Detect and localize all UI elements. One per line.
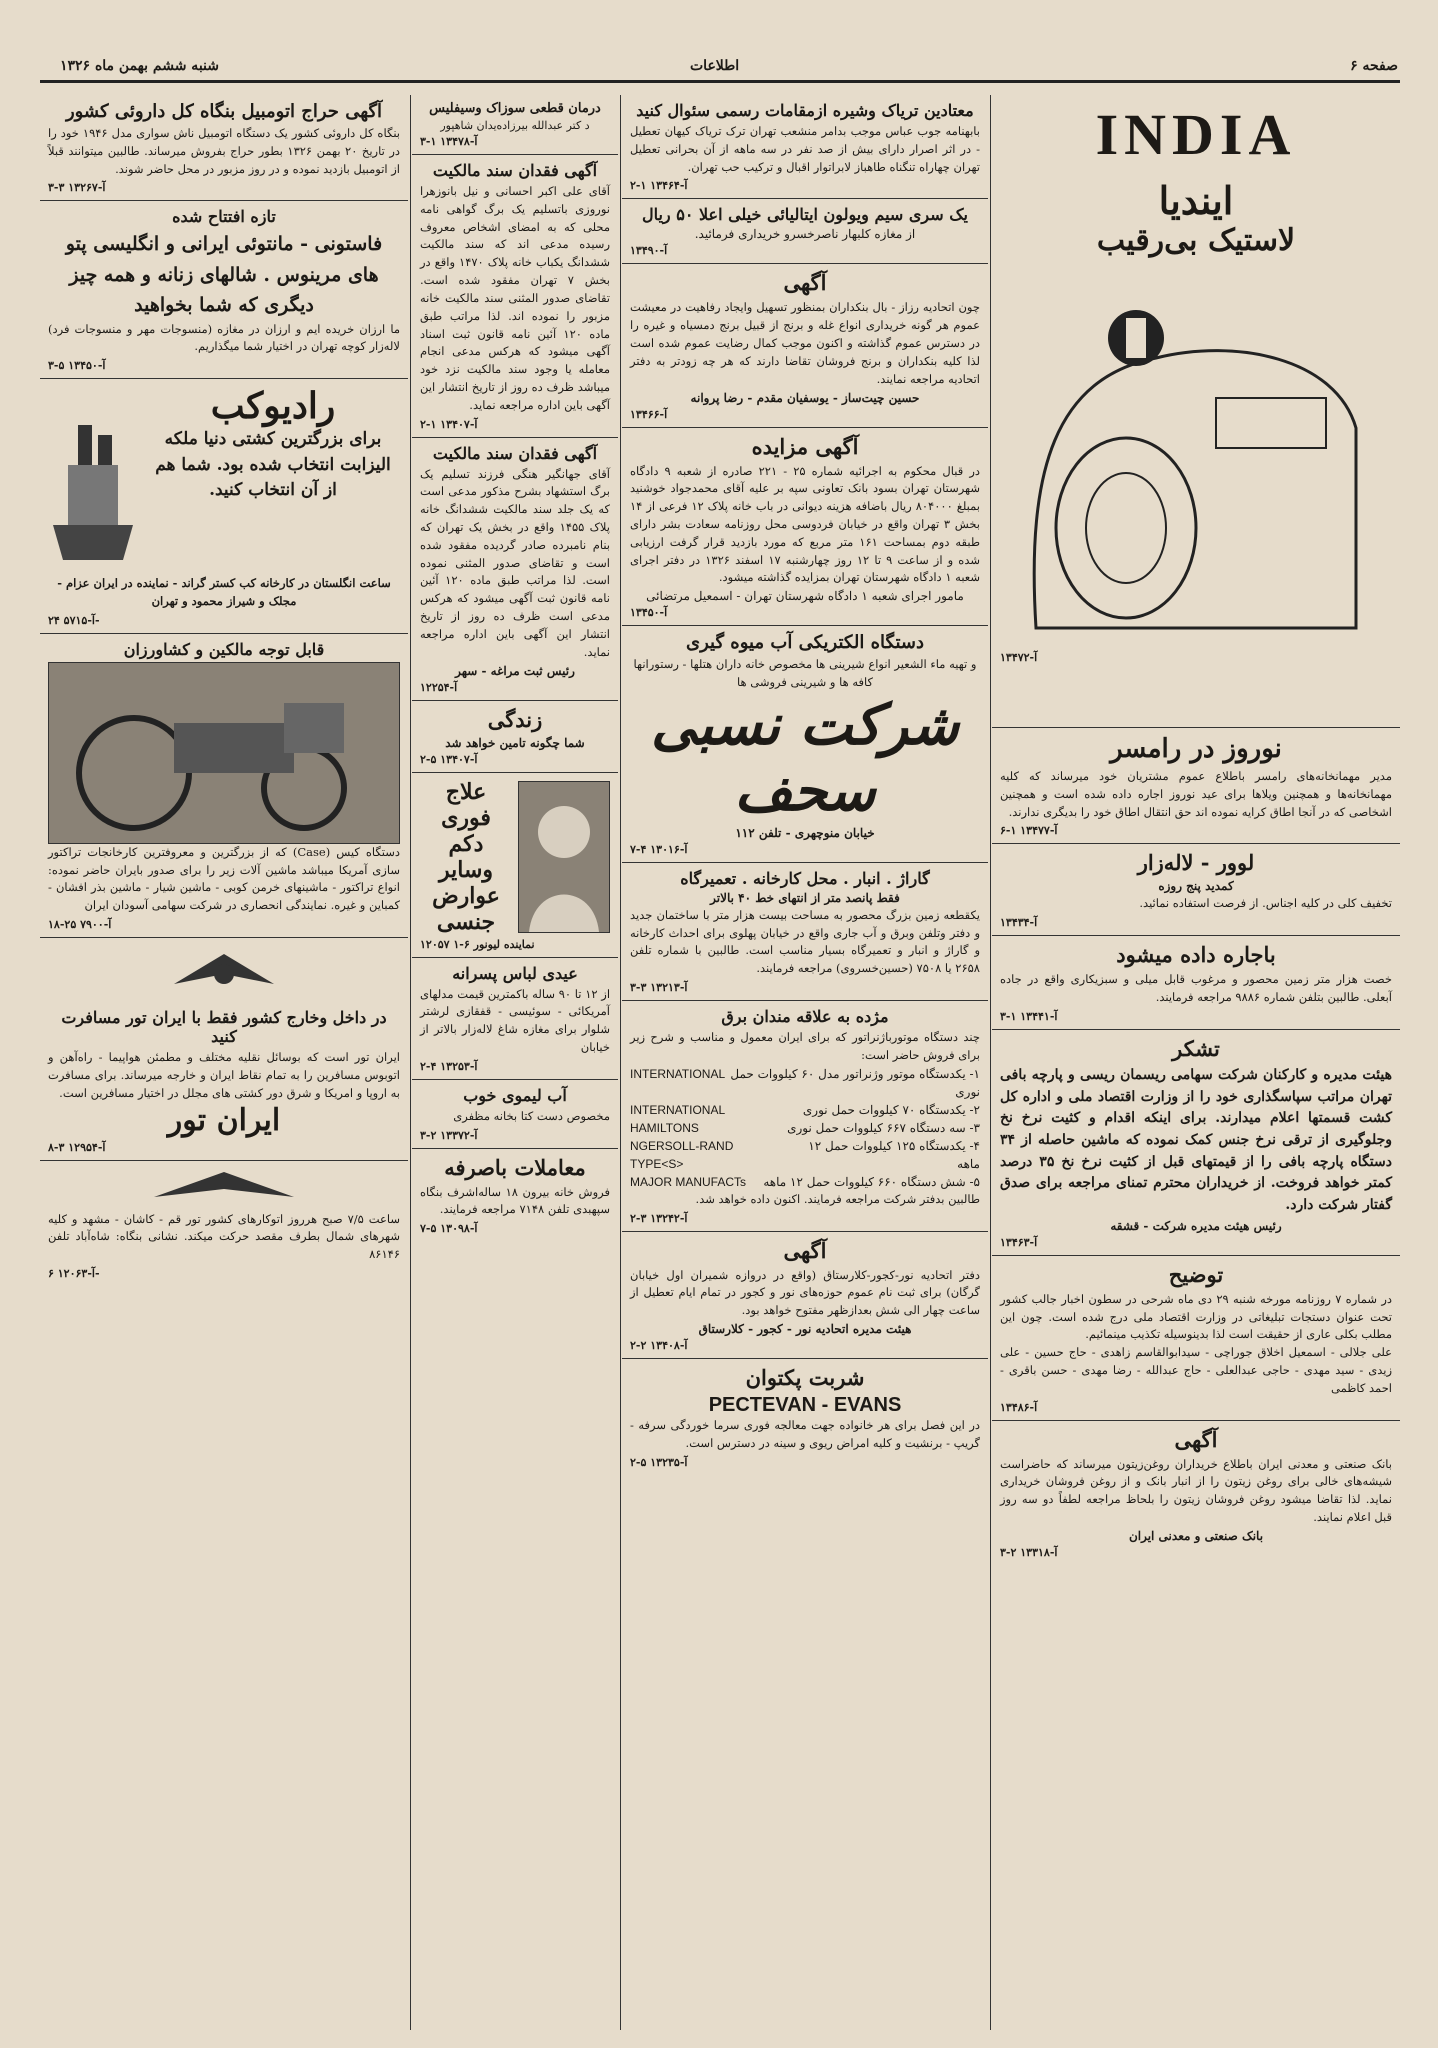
car-auction-ref: آ-۱۳۲۶۷ ۳-۳ bbox=[48, 181, 106, 195]
generator-ref: آ-۱۳۲۴۲ ۳-۲ bbox=[630, 1211, 688, 1225]
deal-text: فروش خانه بیرون ۱۸ ساله‌اشرف بنگاه سپهبدی تلفن ۷۱۴۸ مراجعه فرمایند. bbox=[420, 1184, 610, 1217]
tozih-ref: آ-۱۳۴۸۶ bbox=[1000, 1400, 1038, 1414]
rice-text: چون اتحادیه رزاز - بال بنکداران بمنظور تسهیل وایجاد رفاهیت در معیشت عموم هر گونه خریداری انواع غله و برنج از قبیل برنج دمسیاه و غیره را در دسترس عموم گذاشته و اکنون موجب کمال رضایت عموم شده است لذا کلیه بنکداران و برنج فروشان تقاضا دارند که هر چه زودتر به دفتر اتحادیه مراجعه نمایند. bbox=[630, 300, 980, 386]
thanks-signature: رئیس هیئت مدیره شرکت - قشقه bbox=[1110, 1218, 1282, 1233]
tozih-ad bbox=[992, 1256, 1400, 1421]
nowruz-ref: آ-۱۳۴۷۷ ۱-۶ bbox=[1000, 824, 1058, 838]
lemon-ad bbox=[412, 1080, 618, 1149]
juicer-company: شرکت نسبی سحف bbox=[650, 691, 960, 824]
lemon-ref: آ-۱۳۳۷۲ ۲-۳ bbox=[420, 1128, 478, 1142]
case-ref: آ-۷۹۰۰ ۲۵-۱۸ bbox=[48, 918, 112, 932]
case-text: دستگاه کیس (Case) که از بزرگترین و معروفترین کارخانجات تراکتور سازی آمریکا میباشد ماشین آلات زیر را برای صدور بایران حاضر نموده: انواع تراکتور - ماشینهای خرمن کوبی - ماشین شیار - ماشین بذر افشان - کمباین و غیره. نمایندگی انحصاری در شرکت سهامی آسودان ایران bbox=[48, 844, 400, 913]
wings-emblem bbox=[48, 1167, 400, 1207]
garage-ad bbox=[622, 863, 988, 1001]
olive-signature: بانک صنعتی و معدنی ایران bbox=[1128, 1528, 1264, 1543]
rice-signature: حسین چیت‌ساز - یوسفیان مقدم - رضا پروانه bbox=[690, 390, 920, 405]
garage-title: گاراژ . انبار . محل کارخانه . تعمیرگاه bbox=[680, 868, 930, 888]
cure-title: علاج فوری دکم وسایر عوارض جنسی bbox=[432, 778, 500, 935]
tozih-text: در شماره ۷ روزنامه مورخه شنبه ۲۹ دی ماه شرحی در سطون اخبار جالب کشور تحت عنوان دستجات تبلیغاتی در وزارت اقتصاد ملی درج شده است. چون این مطلب بکلی عاری از حقیقت است لذا بدینوسیله تکذیب مینمائیم. bbox=[1000, 1291, 1392, 1342]
column-2 bbox=[622, 95, 988, 2030]
nowruz-ad bbox=[992, 728, 1400, 844]
deal-ad bbox=[412, 1149, 618, 1242]
deed2-title: آگهی فقدان سند مالکیت bbox=[432, 443, 598, 463]
rice-ref: آ-۱۳۴۶۶ bbox=[630, 407, 668, 421]
life-title: زندگی bbox=[487, 706, 543, 732]
bus-ref: آ-۱۲۰۶۳ ۶- bbox=[48, 1266, 100, 1280]
fabric-ref: آ-۱۳۴۵۰ ۵-۳ bbox=[48, 359, 106, 373]
generator-row: HAMILTONS ۳- سه دستگاه ۶۶۷ کیلووات حمل نوری bbox=[630, 1120, 980, 1135]
deed2-ad bbox=[412, 438, 618, 701]
pectevan-title: شربت پکتوان bbox=[745, 1364, 865, 1390]
union-ref: آ-۱۳۴۰۸ ۲-۲ bbox=[630, 1338, 688, 1352]
violin-title: یک سری سیم ویولون ایتالیائی خیلی اعلا ۵۰ ریال bbox=[641, 205, 969, 225]
radio-title: رادیوکب bbox=[210, 385, 336, 428]
bus-ad bbox=[40, 1161, 408, 1286]
column-rule bbox=[410, 95, 411, 2030]
india-tire-ad bbox=[992, 95, 1400, 728]
deal-title: معاملات باصرفه bbox=[444, 1154, 586, 1180]
opium-ref: آ-۱۳۴۶۴ ۱-۲ bbox=[630, 179, 688, 193]
column-3 bbox=[412, 95, 618, 2030]
irantour-title: در داخل وخارج کشور فقط با ایران تور مسافرت کنید bbox=[61, 1008, 387, 1047]
column-1 bbox=[992, 95, 1400, 2030]
wings-emblem bbox=[48, 944, 400, 1004]
syphilis-title: درمان قطعی سوزاک وسیفلیس bbox=[429, 101, 601, 116]
lemon-title: آب لیموی خوب bbox=[463, 1085, 567, 1105]
life-ref: آ-۱۳۴۰۷ ۵-۲ bbox=[420, 752, 478, 766]
column-rule bbox=[990, 95, 991, 2030]
column-rule bbox=[620, 95, 621, 2030]
case-ad bbox=[40, 634, 408, 938]
pectevan-latin: PECTEVAN - EVANS bbox=[708, 1393, 902, 1416]
juicer-address: خیابان منوچهری - تلفن ۱۱۲ bbox=[735, 825, 875, 840]
tozih-names: علی جلالی - اسمعیل اخلاق جوراچی - سیدابوالقاسم زاهدی - حاج حسین - علی زیدی - سید مهدی - حاجی عبدالعلی - حاج عبدالله - رضا مهدی - حسن باقری - احمد کاظمی bbox=[1000, 1345, 1392, 1395]
auction-text: در قبال محکوم به اجرائیه شماره ۲۵ - ۲۲۱ صادره از شعبه ۹ دادگاه شهرستان تهران بسود بانک تعاونی سپه بر علیه آقای محمدجواد خوشنید بمبلغ ۸۰۴۰۰۰ ریال باضافه هزینه دیوانی در باب خانه پلاک ۱۲ فرعی از ۱۴ بخش ۳ تهران واقع در خیابان فردوسی محل روزنامه سعادت بشر دارای طبقه دوم بمساحت ۱۶۱ متر مربع که مورد بازدید قرار گرفت ارزیابی شده و از ساعت ۹ تا ۱۲ روز چهارشنبه ۱۷ اسفند ۱۳۲۶ در دفتر اجرای شعبه ۱ دادگاه شهرستان تهران بمزایده گذاشته میشود. bbox=[630, 463, 980, 585]
opium-ad bbox=[622, 95, 988, 199]
header-rule bbox=[40, 80, 1400, 83]
deed1-title: آگهی فقدان سند مالکیت bbox=[432, 161, 598, 180]
tractor-photo bbox=[48, 662, 400, 844]
fabric-title: تازه افتتاح شده bbox=[172, 207, 276, 227]
generator-ad bbox=[622, 1001, 988, 1231]
louvre-text: تخفیف کلی در کلیه اجناس. از فرصت استفاده نمائید. bbox=[1139, 896, 1392, 911]
newspaper-name: اطلاعات bbox=[690, 58, 740, 74]
syphilis-subtitle: د کتر عبدالله بیرزاده‌یدان شاهپور bbox=[440, 119, 590, 132]
irantour-text: ایران تور است که بوسائل نقلیه مختلف و مطمئن هواپیما - راه‌آهن و اتوبوس مسافرین را به تمام نقاط ایران و خارجه میرساند. برای مسافرت به اروپا و امریکا و شرق دور کشتی های مجلل در اختیار مسافرین است. bbox=[48, 1050, 400, 1100]
auction-ad bbox=[622, 428, 988, 627]
india-ref: آ-۱۳۴۷۲ bbox=[1000, 651, 1038, 664]
page-number: صفحه ۶ bbox=[1350, 58, 1398, 74]
generator-row: INTERNATIONAL ۱- یکدستگاه موتور وژنراتور مدل ۶۰ کیلووات حمل نوری bbox=[630, 1066, 980, 1099]
rice-ad bbox=[622, 264, 988, 427]
generator-text: چند دستگاه موتورباژنراتور که برای ایران معمول و مناسب و شرح زیر برای فروش حاضر است: bbox=[630, 1030, 980, 1062]
radio-subtext: ساعت انگلستان در کارخانه کب کستر گراند - نماینده در ایران عزام - مجلک و شیراز محمود و تهران bbox=[57, 576, 391, 609]
rent-title: باجاره داده میشود bbox=[1116, 942, 1276, 968]
life-text: شما چگونه تامین خواهد شد bbox=[445, 735, 585, 750]
car-auction-text: بنگاه کل داروئی کشور یک دستگاه اتومبیل ناش سواری مدل ۱۹۴۶ خود را در تاریخ ۲۰ بهمن ۱۳۲۶ بطور حراج بفروش میرساند. طالبین میتوانند قبلاً از اتومبیل بازدید نموده و در روز مزبور در محل حاضر شوند. bbox=[48, 126, 400, 176]
nowruz-text: مدیر مهمانخانه‌های رامسر باطلاع عموم مشتریان خود میرساند که کلیه مهمانخانه‌ها و همچنین ویلاها برای عید نوروز اجاره داده شده است و همچنین اشخاصی که در آنجا اطاق کرایه نموده اند حق انتقال اطاق خود را بدیگری ندارند. bbox=[1000, 769, 1392, 819]
cure-ref: ۱۲۰۵۷ نماینده لیونور ۶-۱ bbox=[420, 937, 535, 951]
rent-text: خصت هزار متر زمین محصور و مرغوب قابل میلی و سبزیکاری واقع در جاده آبعلی. طالبین بتلفن شماره ۹۸۸۶ مراجعه فرمایند. bbox=[1000, 972, 1392, 1005]
generator-row: NGERSOLL-RAND TYPE<S> ۴- یکدستگاه ۱۲۵ کیلووات حمل ۱۲ ماهه bbox=[630, 1138, 980, 1171]
thanks-title: تشکر bbox=[1172, 1035, 1220, 1061]
cure-ad bbox=[412, 773, 618, 958]
radio-ad bbox=[40, 379, 408, 634]
generator-row: MAJOR MANUFACTs ۵- شش دستگاه ۶۶۰ کیلووات حمل ۱۲ ماهه bbox=[630, 1174, 980, 1189]
issue-date: شنبه ششم بهمن ماه ۱۳۲۶ bbox=[60, 58, 219, 74]
rent-ref: آ-۱۳۴۴۱ ۱-۳ bbox=[1000, 1009, 1058, 1023]
irantour-ad bbox=[40, 938, 408, 1160]
olive-ad bbox=[992, 1421, 1400, 1565]
auction-title: آگهی مزایده bbox=[751, 433, 859, 459]
opium-title: معتادین تریاک وشیره ازمقامات رسمی سئوال کنید bbox=[636, 101, 974, 120]
fabric-headline: فاستونی‌ - مانتوئی ایرانی و انگلیسی پتو های مرینوس . شالهای زنانه و همه چیز دیگری که شما بخواهید bbox=[65, 233, 383, 317]
deed1-text: آقای علی اکبر احسانی و نیل بانوزهرا نوروزی باتسلیم یک برگ گواهی نامه محلی که به امضای اشخاص معروف رسیده مدعی اند که سند مالکیت ششدانگ یکباب خانه پلاک ۱۴۷۰ واقع در بخش ۷ تهران مفقود شده است. تقاضای صدور المثنی سند مالکیت خانه مزبور را نموده اند. لذا مراتب طبق ماده ۱۲۰ آئین نامه قانون ثبت اسناد آگهی میشود که هرکس مدعی انجام معامله یا وجود سند مالکیت نزد خود میباشد ظرف ده روز از تاریخ انتشار این آگهی باین اداره مراجعه نماید. bbox=[420, 184, 611, 412]
radio-text: برای بزرگترین کشتی دنیا ملکه الیزابت انتخاب شده بود. شما هم از آن انتخاب کنید. bbox=[155, 429, 391, 501]
union-signature: هیئت مدیره اتحادیه نور - کجور - کلارستاق bbox=[698, 1321, 912, 1336]
column-4 bbox=[40, 95, 408, 2030]
rice-title: آگهی bbox=[783, 270, 827, 296]
violin-ad bbox=[622, 199, 988, 264]
deed2-ref: آ-۱۲۲۵۴ bbox=[420, 680, 458, 694]
louvre-ref: آ-۱۳۴۳۴ bbox=[1000, 916, 1038, 930]
thanks-ref: آ-۱۳۴۶۳ bbox=[1000, 1235, 1038, 1249]
ship-illustration bbox=[48, 385, 138, 575]
life-ad bbox=[412, 701, 618, 773]
tailor-text: از ۱۲ تا ۹۰ ساله باکمترین قیمت مدلهای آمریکائی - سوئیسی - قفقازی لرشتر شلوار برای مغازه شاغ لاله‌زار بالاتر از خیابان bbox=[420, 986, 611, 1054]
juicer-ref: آ-۱۳۰۱۶ ۴-۷ bbox=[630, 842, 688, 856]
tailor-title: عیدی لباس پسرانه bbox=[452, 963, 578, 983]
car-auction-title: آگهی حراج اتومبیل بنگاه کل دارو‌ئی کشور bbox=[65, 101, 383, 122]
juicer-title: دستگاه الکتریکی آب میوه گیری bbox=[686, 632, 924, 654]
irantour-brand: ایران تور bbox=[167, 1102, 281, 1138]
tailor-ref: آ-۱۳۲۵۳ ۴-۲ bbox=[420, 1059, 478, 1073]
union-text: دفتر اتحادیه نور-کجور-کلارستاق (واقع در دروازه شمیران اول خیابان گرگان) برای ثبت نام عموم حوزه‌های نور و کجور در تمام ایام تعطیل از ساعت چهار الی شش بعدازظهر مفتوح خواهد بود. bbox=[630, 1267, 980, 1318]
nowruz-title: نوروز در رامسر bbox=[1110, 734, 1282, 764]
union-title: آگهی bbox=[783, 1237, 827, 1263]
louvre-subtitle: کمدید پنج روزه bbox=[1158, 879, 1234, 894]
louvre-title: لوور - لاله‌زار bbox=[1137, 850, 1255, 876]
garage-text: یکقطعه زمین بزرگ محصور به مساحت بیست هزار متر با ساختمان جدید و دفتر وتلفن وبرق و آب جاری واقع در خیابان پهلوی برای احداث کارخانه و گاراژ و انبار و تعمیرگاه بسیار مناسب است. طالبین با شماره تلفن ۲۶۵۸ یا ۷۵۰۸ (حسین‌خسروی) مراجعه فرمایند. bbox=[630, 907, 980, 976]
pectevan-ref: آ-۱۳۲۳۵ ۵-۲ bbox=[630, 1455, 688, 1469]
woman-portrait bbox=[518, 781, 610, 933]
car-illustration bbox=[1016, 268, 1376, 648]
opium-text: بابهنامه جوب عباس موجب بدامر منشعب تهران ترک تریاک کیهان تعطیل - در اثر اصرار دارای بیش از صد نفر در سه ماهه از آن بحرانی تعطیل تهران چهاراه تنگناه طاهباز لابراتوار اقبال و ترکیب حب تهران. bbox=[630, 124, 980, 174]
car-auction-ad bbox=[40, 95, 408, 201]
deed2-signature: رئیس ثبت مراغه - سهر bbox=[455, 663, 575, 678]
violin-ref: آ-۱۳۴۹۰ bbox=[630, 244, 668, 258]
tozih-title: توضیح bbox=[1168, 1261, 1224, 1287]
fabric-ad bbox=[40, 201, 408, 379]
generator-row: INTERNATIONAL ۲- یکدستگاه ۷۰ کیلووات حمل نوری bbox=[630, 1102, 980, 1117]
irantour-ref: آ-۱۲۹۵۴ ۳-۸ bbox=[48, 1140, 106, 1154]
garage-ref: آ-۱۳۲۱۳ ۳-۳ bbox=[630, 981, 688, 995]
fabric-text: ما ارزان خریده ایم و ارزان در مغازه (منسوجات مهر و منسوجات فرد) لاله‌زار کوچه تهران در اختیار شما میگذاریم. bbox=[48, 321, 400, 354]
deed1-ad bbox=[412, 155, 618, 438]
juicer-text: و تهیه ماء الشعیر انواع شیرینی ها مخصوص خانه داران هتلها - رستورانها کافه ها و شیرینی فروشی ها bbox=[633, 657, 977, 689]
pectevan-ad bbox=[622, 1359, 988, 1475]
india-persian: ایندیا bbox=[1158, 178, 1234, 223]
rent-ad bbox=[992, 936, 1400, 1030]
generator-note: طالبین بدفتر شرکت مراجعه فرمایند. اکنون داده خواهد شد. bbox=[695, 1191, 980, 1206]
deed2-text: آقای جهانگیر هنگی فرزند تسلیم یک برگ استشهاد بشرح مذکور مدعی است که یک جلد سند مالکیت ششدانگ خانه پلاک ۱۴۵۵ واقع در بخش یک تهران که بنام نامبرده صادر گردیده مفقود شده است و تقاضای صدور المثنی نموده است. لذا مراتب طبق ماده ۱۲۰ آئین نامه قانون ثبت آگهی میشود که هرکس مدعی است ظرف ده روز از تاریخ انتشار این آگهی باین اداره مراجعه نماید. bbox=[420, 466, 610, 659]
auction-ref: آ-۱۳۴۵۰ bbox=[630, 606, 668, 620]
garage-subtitle: فقط پانصد متر از انتهای خط ۴۰ بالاتر bbox=[710, 890, 900, 905]
tailor-ad bbox=[412, 958, 618, 1080]
louvre-ad bbox=[992, 844, 1400, 936]
generator-title: مژده به علاقه مندان برق bbox=[721, 1007, 889, 1027]
india-tagline: لاستیک بی‌رقیب bbox=[1096, 223, 1296, 258]
deal-ref: آ-۱۳۰۹۸ ۵-۷ bbox=[420, 1222, 478, 1236]
case-title: قابل توجه مالکین و کشاورزان bbox=[123, 639, 325, 659]
thanks-ad bbox=[992, 1030, 1400, 1256]
india-title: INDIA bbox=[1095, 102, 1297, 167]
violin-subtitle: از مغازه کلبهار ناصرخسرو خریداری فرمائید. bbox=[694, 227, 916, 242]
auction-signature: مامور اجرای شعبه ۱ دادگاه شهرستان تهران - اسمعیل مرتضائی bbox=[646, 589, 964, 604]
olive-title: آگهی bbox=[1174, 1426, 1218, 1452]
thanks-text: هیئت مدیره و کارکنان شرکت سهامی ریسمان ریسی و پارچه بافی تهران مراتب سپاسگذاری خود را از وزارت اقتصاد ملی و اداره کل کشت قسمتها اعلام میدارند. برای اینکه اقدام و کثیت نرخ نخ وجلوگیری از ترقی نرخ جنس کمک نموده که ماشین حاصله از ۳۴ دستگاه پارچه بافی را از قیمتهای قبل از کثیت نرخ نخ ۳۵ درصد کمتر خواهد فروخت. از خریداران محترم تمنای مراجعه برای صدق گفتار شرکت دارد. bbox=[1000, 1066, 1392, 1213]
lemon-text: مخصوص دست کتا بخانه مظفری bbox=[453, 1108, 610, 1123]
olive-ref: آ-۱۳۳۱۸ ۲-۳ bbox=[1000, 1545, 1058, 1559]
olive-text: بانک صنعتی و معدنی ایران باطلاع خریداران روغن‌زیتون میرساند که حاضراست شیشه‌های خالی برای روغن زیتون را از انبار بانک و از روغن فروشان خریداری نماید. لذا تقاضا میشود روغن فروشان زیتون را بلحاظ مراجعه لطفاً دو سه روز قبل اعلام نمایند. bbox=[1000, 1456, 1392, 1524]
deed1-ref: آ-۱۳۴۰۷ ۱-۲ bbox=[420, 417, 478, 431]
syphilis-ad bbox=[412, 95, 618, 155]
union-ad bbox=[622, 1232, 988, 1359]
bus-text: ساعت ۷/۵ صبح هرروز اتوکارهای کشور تور قم - کاشان - مشهد و کلیه شهرهای شمال بطرف مقصد حرکت میکند. نشانی بنگاه: شاه‌آباد تلفن ۸۶۱۴۶ bbox=[48, 1211, 401, 1262]
pectevan-text: در این فصل برای هر خانواده جهت معالجه فوری سرما خوردگی سرفه - گریپ - برنشیت و کلیه امراض ریوی و سینه در دسترس است. bbox=[630, 1417, 980, 1450]
syphilis-ref: آ-۱۳۴۷۸ ۱-۳ bbox=[420, 135, 478, 148]
juicer-ad bbox=[622, 626, 988, 863]
radio-ref: آ-۵۷۱۵ ۲۴- bbox=[48, 613, 100, 627]
